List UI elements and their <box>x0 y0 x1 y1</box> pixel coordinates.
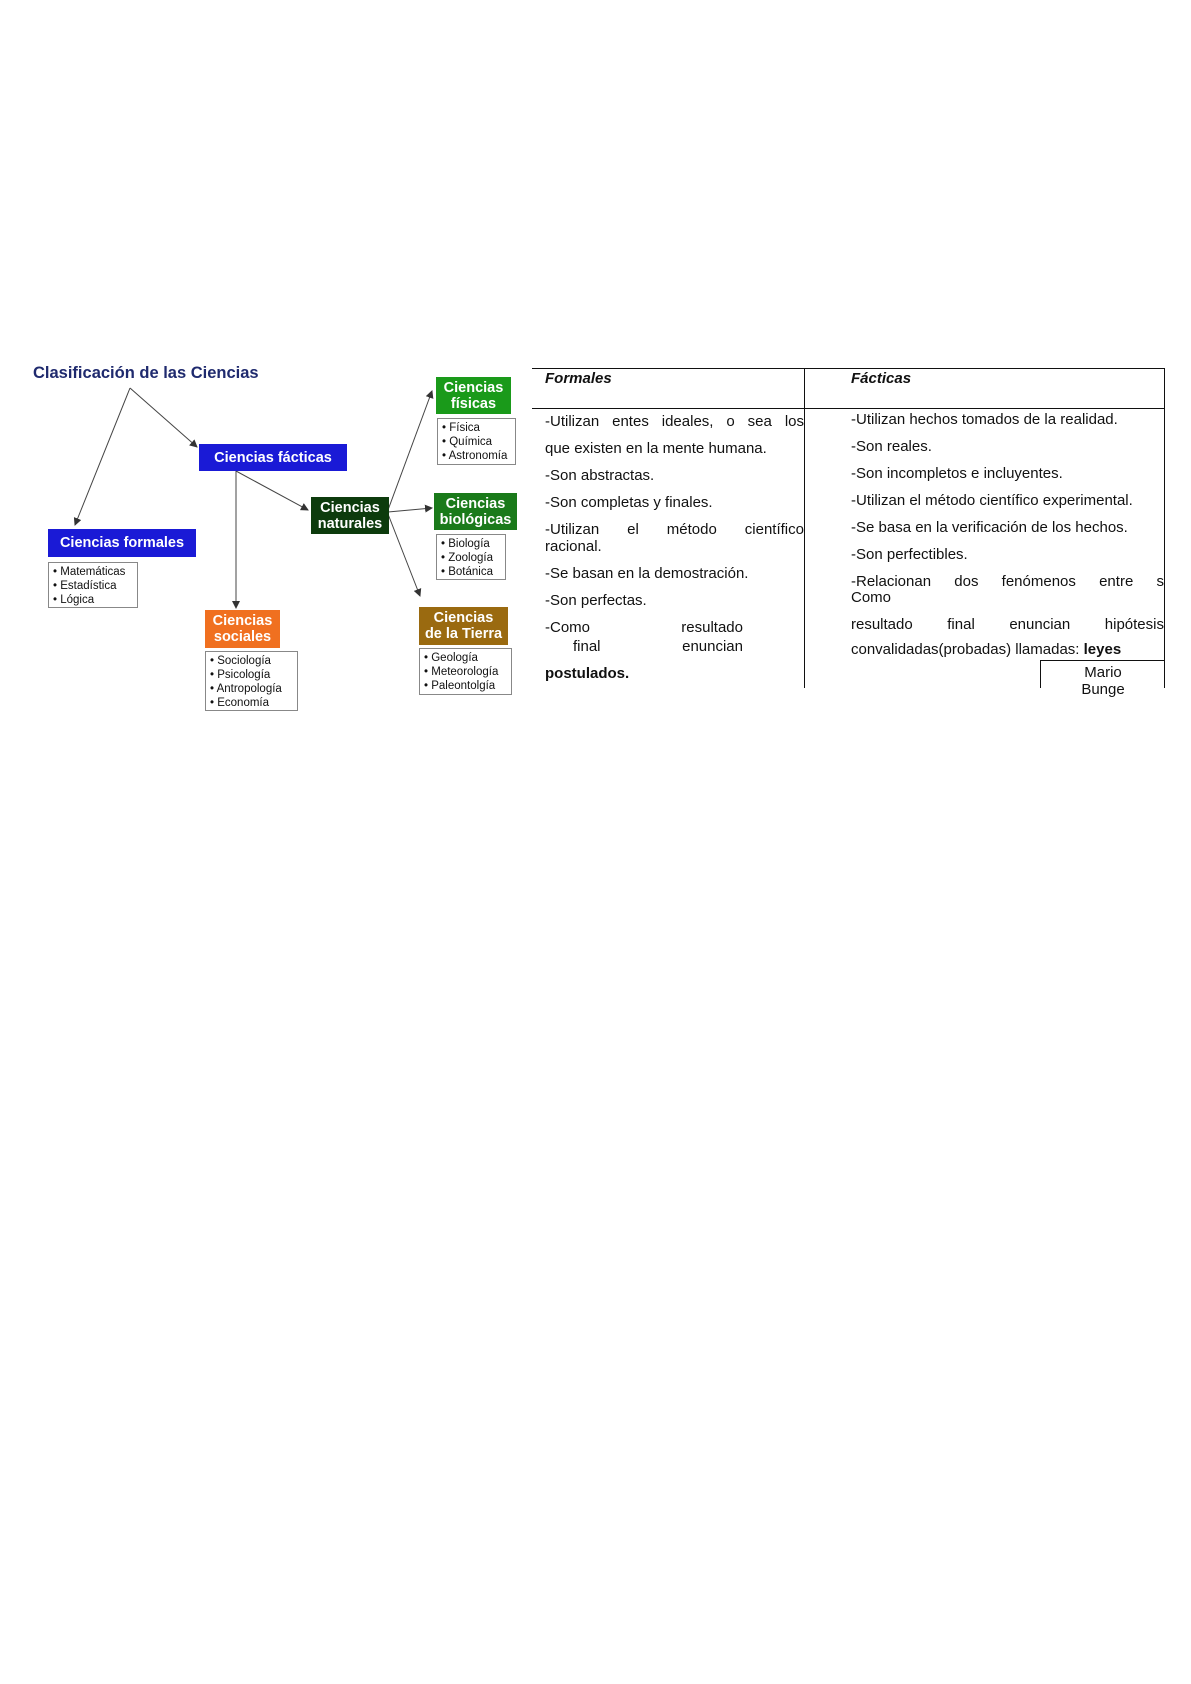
facticas-leyes: leyes <box>1083 641 1122 658</box>
node-label: Ciencias de la Tierra <box>424 610 503 642</box>
list-item: • Matemáticas <box>53 565 134 579</box>
node-label: Ciencias biológicas <box>439 495 512 528</box>
list-item: • Física <box>442 421 512 435</box>
formales-line: que existen en la mente humana. <box>545 440 767 457</box>
formales-line: postulados. <box>545 665 630 682</box>
list-biologicas <box>436 534 506 580</box>
facticas-line: -Utilizan hechos tomados de la realidad. <box>851 411 1118 428</box>
list-item: • Sociología <box>210 654 294 668</box>
node-ciencias-tierra <box>419 607 508 645</box>
formales-line: racional. <box>545 538 602 555</box>
list-item: • Astronomía <box>442 449 512 463</box>
comparison-table <box>532 368 1165 698</box>
arrow-to-fisicas <box>388 391 432 510</box>
table-top-border <box>532 368 1165 369</box>
list-sociales <box>205 651 298 711</box>
facticas-line: resultado final enuncian hipótesis <box>851 616 1164 633</box>
node-ciencias-biologicas <box>434 493 517 530</box>
list-item: • Biología <box>441 537 502 551</box>
facticas-line: -Son reales. <box>851 438 932 455</box>
node-label: Ciencias formales <box>59 535 185 551</box>
author-name: Mario Bunge <box>1081 664 1125 698</box>
formales-line: -Son completas y finales. <box>545 494 713 511</box>
list-item: • Zoología <box>441 551 502 565</box>
formales-line: -Utilizan entes ideales, o sea los <box>545 413 804 430</box>
node-label: Ciencias físicas <box>443 379 504 412</box>
table-right-border <box>1164 368 1165 688</box>
facticas-line <box>851 642 1121 658</box>
list-item: • Antropología <box>210 682 294 696</box>
arrow-to-facticas <box>130 388 197 447</box>
node-ciencias-sociales <box>205 610 280 648</box>
list-item: • Química <box>442 435 512 449</box>
node-label: Ciencias fácticas <box>214 449 332 466</box>
facticas-line: -Utilizan el método científico experimental. <box>851 492 1133 509</box>
formales-line: final enuncian <box>573 638 743 655</box>
facticas-line-text: convalidadas(probadas) llamadas: <box>851 641 1080 658</box>
list-item: • Paleontolgía <box>424 679 508 693</box>
list-item: • Lógica <box>53 593 134 607</box>
facticas-line: -Se basa en la verificación de los hechos. <box>851 519 1128 536</box>
facticas-line: -Relacionan dos fenómenos entre s <box>851 573 1164 590</box>
header-formales: Formales <box>545 370 612 387</box>
facticas-line: -Son perfectibles. <box>851 546 968 563</box>
arrow-to-tierra <box>388 514 420 596</box>
list-tierra <box>419 648 512 695</box>
node-ciencias-fisicas <box>436 377 511 414</box>
node-label: Ciencias sociales <box>212 613 273 645</box>
list-item: • Economía <box>210 696 294 710</box>
header-facticas: Fácticas <box>851 370 912 387</box>
list-formales <box>48 562 138 608</box>
list-item: • Estadística <box>53 579 134 593</box>
formales-line: -Como resultado <box>545 619 743 636</box>
formales-line: -Son abstractas. <box>545 467 655 484</box>
arrow-to-biologicas <box>388 508 432 512</box>
list-item: • Botánica <box>441 565 502 579</box>
arrow-to-naturales <box>236 471 308 510</box>
list-item: • Psicología <box>210 668 294 682</box>
arrow-to-formales <box>75 388 130 525</box>
table-header-border <box>532 408 1165 409</box>
list-fisicas <box>437 418 516 465</box>
table-column-divider <box>804 368 805 688</box>
node-ciencias-facticas <box>199 444 347 471</box>
formales-line: -Se basan en la demostración. <box>545 565 749 582</box>
author-box <box>1040 660 1165 698</box>
formales-line: -Son perfectas. <box>545 592 647 609</box>
node-ciencias-formales <box>48 529 196 557</box>
list-item: • Geología <box>424 651 508 665</box>
facticas-line: Como <box>851 589 892 606</box>
node-ciencias-naturales <box>311 497 389 534</box>
diagram-title: Clasificación de las Ciencias <box>33 364 259 382</box>
formales-line: -Utilizan el método científico <box>545 521 804 538</box>
node-label: Ciencias naturales <box>317 499 383 532</box>
list-item: • Meteorología <box>424 665 508 679</box>
facticas-line: -Son incompletos e incluyentes. <box>851 465 1063 482</box>
